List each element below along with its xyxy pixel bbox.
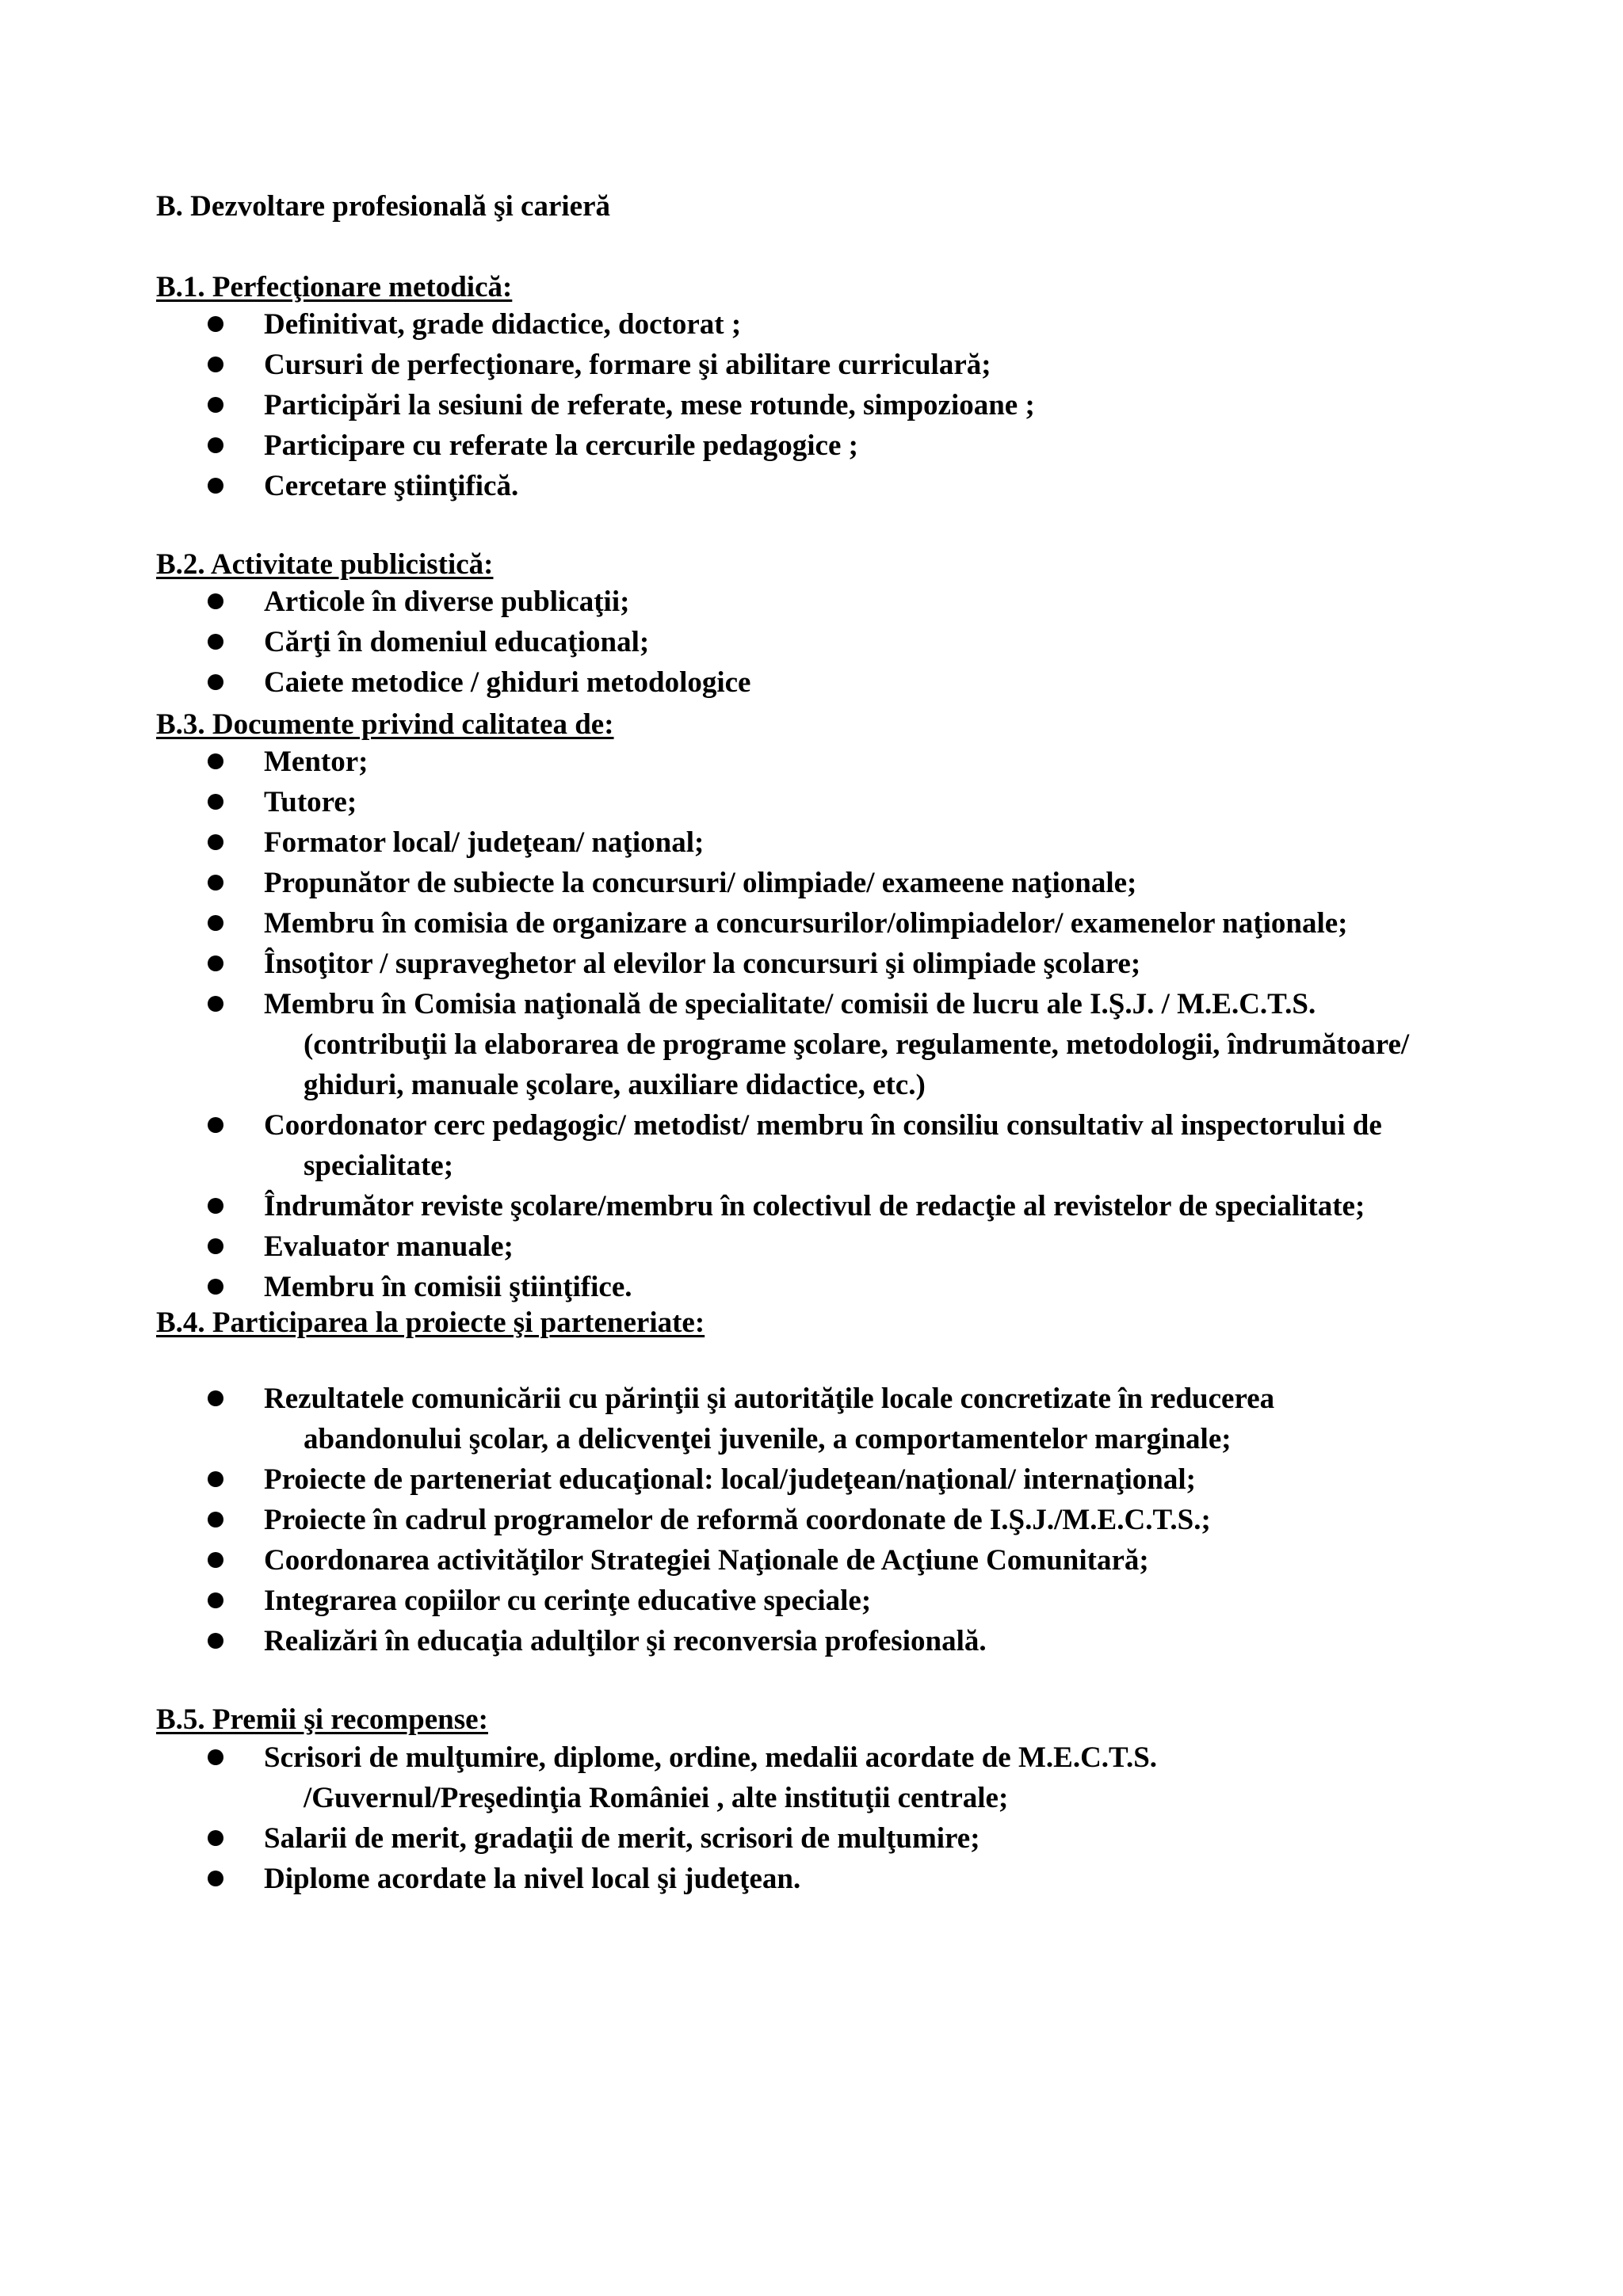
bullet-dot-icon — [208, 794, 223, 810]
list-item — [204, 863, 1552, 903]
list-item — [204, 1581, 1552, 1621]
section-heading-b2: B.2. Activitate publicistică: — [156, 548, 494, 581]
list-item-text: Scrisori de mulţumire, diplome, ordine, medalii acordate de M.E.C.T.S. — [264, 1741, 1158, 1774]
list-item — [204, 1226, 1552, 1267]
section-list-b2 — [204, 582, 1552, 703]
list-item — [204, 1459, 1552, 1500]
list-item-continuation: (contribuţii la elaborarea de programe şcolare, regulamente, metodologii, îndrumătoare/ — [304, 1028, 1410, 1061]
list-item-text: Cărţi în domeniul educaţional; — [264, 626, 650, 658]
bullet-dot-icon — [208, 1871, 223, 1886]
document-title: B. Dezvoltare profesională şi carieră — [156, 190, 611, 223]
list-item-text: Diplome acordate la nivel local şi judeţean. — [264, 1863, 801, 1895]
bullet-dot-icon — [208, 753, 223, 769]
list-item-continuation: ghiduri, manuale şcolare, auxiliare didactice, etc.) — [304, 1069, 926, 1101]
list-item-text: Cursuri de perfecţionare, formare şi abilitare curriculară; — [264, 349, 991, 381]
list-item — [204, 944, 1552, 984]
bullet-dot-icon — [208, 1749, 223, 1765]
list-item — [204, 1105, 1552, 1186]
list-item-text: Salarii de merit, gradaţii de merit, scrisori de mulţumire; — [264, 1822, 980, 1855]
bullet-dot-icon — [208, 397, 223, 413]
list-item-text: Realizări în educaţia adulţilor şi reconversia profesională. — [264, 1625, 987, 1657]
section-heading-b5: B.5. Premii şi recompense: — [156, 1703, 488, 1736]
bullet-dot-icon — [208, 1390, 223, 1406]
list-item-text: Îndrumător reviste şcolare/membru în colectivul de redacţie al revistelor de specialitate; — [264, 1190, 1365, 1222]
list-item-text: Participări la sesiuni de referate, mese rotunde, simpozioane ; — [264, 389, 1035, 421]
section-list-b5 — [204, 1737, 1552, 1899]
bullet-dot-icon — [208, 834, 223, 850]
bullet-dot-icon — [208, 478, 223, 494]
list-item-text: Membru în comisii ştiinţifice. — [264, 1271, 632, 1303]
list-item-text: Rezultatele comunicării cu părinţii şi autorităţile locale concretizate în reducerea — [264, 1383, 1275, 1415]
bullet-dot-icon — [208, 996, 223, 1012]
list-item-continuation: specialitate; — [304, 1150, 454, 1182]
list-item — [204, 1737, 1552, 1818]
list-item — [204, 1186, 1552, 1226]
list-item-text: Evaluator manuale; — [264, 1230, 514, 1263]
list-item-text: Proiecte de parteneriat educaţional: local/judeţean/naţional/ internaţional; — [264, 1463, 1196, 1496]
bullet-dot-icon — [208, 634, 223, 650]
bullet-dot-icon — [208, 316, 223, 332]
section-heading-b4: B.4. Participarea la proiecte şi parteneriate: — [156, 1306, 705, 1339]
section-heading-b3: B.3. Documente privind calitatea de: — [156, 708, 614, 741]
list-item — [204, 385, 1552, 425]
bullet-dot-icon — [208, 875, 223, 891]
bullet-dot-icon — [208, 955, 223, 971]
list-item — [204, 1621, 1552, 1661]
list-item-text: Proiecte în cadrul programelor de reformă coordonate de I.Ş.J./M.E.C.T.S.; — [264, 1504, 1211, 1536]
bullet-dot-icon — [208, 1279, 223, 1295]
list-item — [204, 1500, 1552, 1540]
list-item — [204, 466, 1552, 506]
list-item — [204, 1540, 1552, 1581]
list-item-text: Participare cu referate la cercurile pedagogice ; — [264, 429, 858, 462]
list-item-text: Caiete metodice / ghiduri metodologice — [264, 666, 751, 699]
list-item — [204, 1859, 1552, 1899]
list-item-text: Articole în diverse publicaţii; — [264, 585, 630, 618]
list-item-text: Formator local/ judeţean/ naţional; — [264, 826, 705, 859]
list-item — [204, 822, 1552, 863]
list-item-text: Propunător de subiecte la concursuri/ olimpiade/ exameene naţionale; — [264, 867, 1137, 899]
bullet-dot-icon — [208, 1592, 223, 1608]
list-item — [204, 1267, 1552, 1307]
list-item — [204, 984, 1552, 1105]
bullet-dot-icon — [208, 1552, 223, 1568]
section-list-b4 — [204, 1379, 1552, 1661]
list-item — [204, 662, 1552, 703]
list-item — [204, 742, 1552, 782]
list-item — [204, 1379, 1552, 1459]
bullet-dot-icon — [208, 593, 223, 609]
bullet-dot-icon — [208, 915, 223, 931]
bullet-dot-icon — [208, 1238, 223, 1254]
list-item-text: Coordonarea activităţilor Strategiei Naţionale de Acţiune Comunitară; — [264, 1544, 1149, 1577]
list-item-text: Definitivat, grade didactice, doctorat ; — [264, 308, 742, 341]
list-item-text: Mentor; — [264, 746, 369, 778]
list-item — [204, 425, 1552, 466]
list-item-text: Însoţitor / supraveghetor al elevilor la concursuri şi olimpiade şcolare; — [264, 948, 1141, 980]
list-item-continuation: /Guvernul/Preşedinţia României , alte instituţii centrale; — [304, 1782, 1009, 1814]
list-item — [204, 1818, 1552, 1859]
list-item — [204, 622, 1552, 662]
list-item-text: Membru în comisia de organizare a concursurilor/olimpiadelor/ examenelor naţionale; — [264, 907, 1348, 940]
list-item-text: Coordonator cerc pedagogic/ metodist/ membru în consiliu consultativ al inspectorului de — [264, 1109, 1382, 1142]
bullet-dot-icon — [208, 1471, 223, 1487]
bullet-dot-icon — [208, 1830, 223, 1846]
list-item — [204, 345, 1552, 385]
bullet-dot-icon — [208, 437, 223, 453]
list-item-text: Cercetare ştiinţifică. — [264, 470, 519, 502]
section-heading-b1: B.1. Perfecţionare metodică: — [156, 271, 513, 303]
bullet-dot-icon — [208, 674, 223, 690]
list-item — [204, 782, 1552, 822]
bullet-dot-icon — [208, 1512, 223, 1527]
section-list-b1 — [204, 304, 1552, 506]
bullet-dot-icon — [208, 1633, 223, 1649]
section-list-b3 — [204, 742, 1552, 1307]
list-item-text: Integrarea copiilor cu cerinţe educative speciale; — [264, 1585, 872, 1617]
list-item-text: Membru în Comisia naţională de specialitate/ comisii de lucru ale I.Ş.J. / M.E.C.T.S. — [264, 988, 1316, 1020]
list-item — [204, 903, 1552, 944]
bullet-dot-icon — [208, 1198, 223, 1214]
list-item — [204, 304, 1552, 345]
bullet-dot-icon — [208, 357, 223, 372]
list-item-text: Tutore; — [264, 786, 357, 818]
list-item-continuation: abandonului şcolar, a delicvenţei juvenile, a comportamentelor marginale; — [304, 1423, 1232, 1455]
bullet-dot-icon — [208, 1117, 223, 1133]
list-item — [204, 582, 1552, 622]
